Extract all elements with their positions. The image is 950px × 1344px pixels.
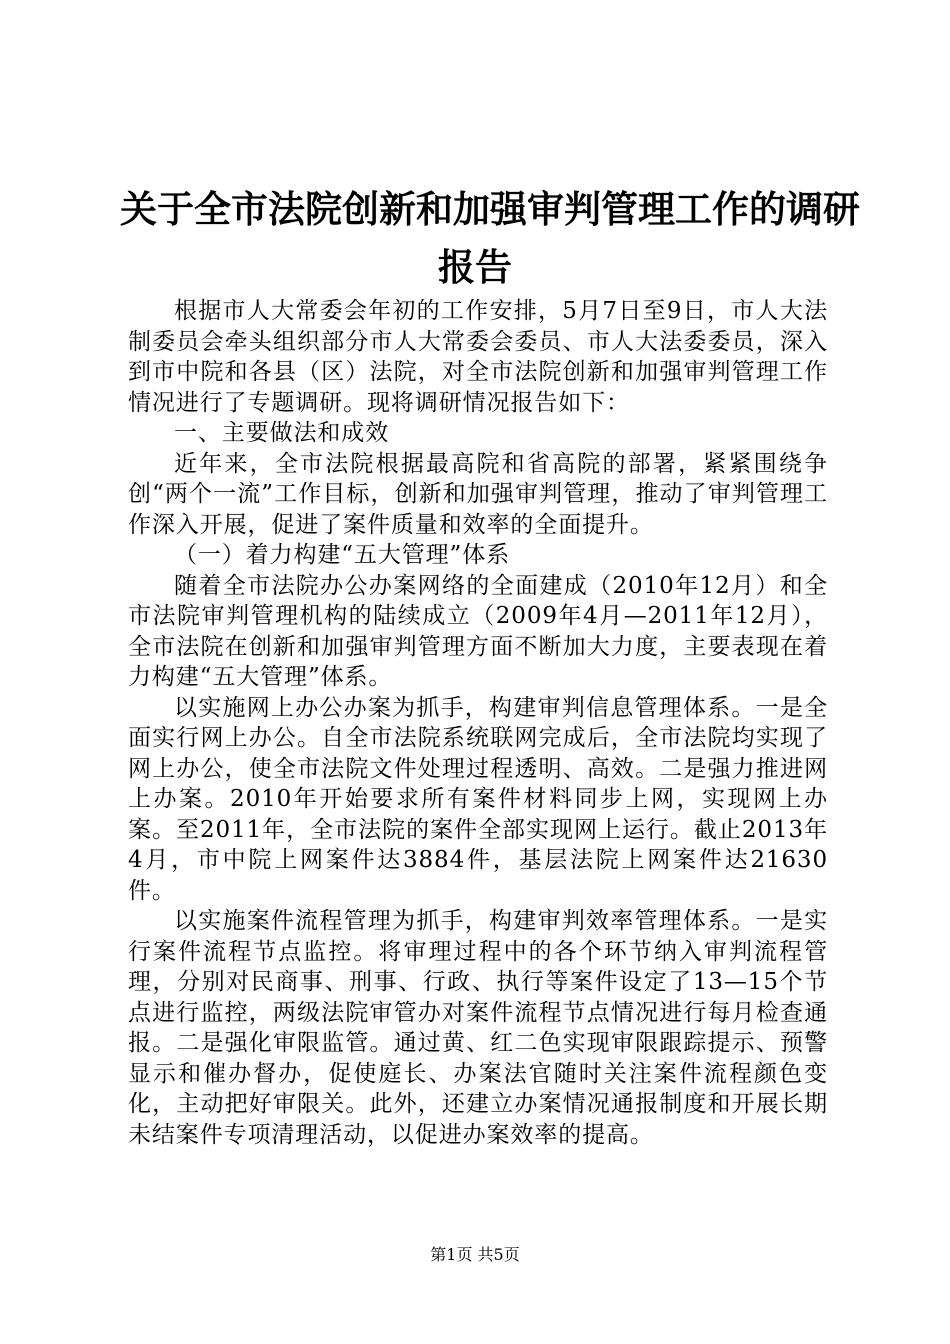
subsection-heading-1: （一）着力构建“五大管理”体系 [174, 542, 511, 568]
body-paragraph: 近年来，全市法院根据最高院和省高院的部署，紧紧围绕争创“两个一流”工作目标，创新和加强审判管理，推动了审判管理工作深入开展，促进了案件质量和效率的全面提升。 [128, 450, 828, 538]
page-number-footer: 第1页 共5页 [430, 1245, 520, 1264]
body-paragraph: 随着全市法院办公办案网络的全面建成（2010年12月）和全市法院审判管理机构的陆续成立（2009年4月—2011年12月），全市法院在创新和加强审判管理方面不断加大力度，主要表现在着力构建“五大管理”体系。 [128, 572, 828, 690]
document-title-line-1: 关于全市法院创新和加强审判管理工作的调研 [120, 188, 860, 231]
document-title-line-2: 报告 [438, 246, 512, 289]
body-paragraph: 以实施网上办公办案为抓手，构建审判信息管理体系。一是全面实行网上办公。自全市法院系统联网完成后，全市法院均实现了网上办公，使全市法院文件处理过程透明、高效。二是强力推进网上办案。2010年开始要求所有案件材料同步上网，实现网上办案。至2011年，全市法院的案件全部实现网上运行。截止2013年4月，市中院上网案件达3884件，基层法院上网案件达21630件。 [128, 694, 828, 904]
intro-paragraph: 根据市人大常委会年初的工作安排，5月7日至9日，市人大法制委员会牵头组织部分市人大常委会委员、市人大法委委员，深入到市中院和各县（区）法院，对全市法院创新和加强审判管理工作情况进行了专题调研。现将调研情况报告如下： [128, 298, 828, 416]
document-body [128, 296, 828, 1150]
section-heading-1: 一、主要做法和成效 [174, 420, 390, 446]
body-paragraph: 以实施案件流程管理为抓手，构建审判效率管理体系。一是实行案件流程节点监控。将审理过程中的各个环节纳入审判流程管理，分别对民商事、刑事、行政、执行等案件设定了13—15个节点进行监控，两级法院审管办对案件流程节点情况进行每月检查通报。二是强化审限监管。通过黄、红二色实现审限跟踪提示、预警显示和催办督办，促使庭长、办案法官随时关注案件流程颜色变化，主动把好审限关。此外，还建立办案情况通报制度和开展长期未结案件专项清理活动，以促进办案效率的提高。 [128, 908, 828, 1148]
